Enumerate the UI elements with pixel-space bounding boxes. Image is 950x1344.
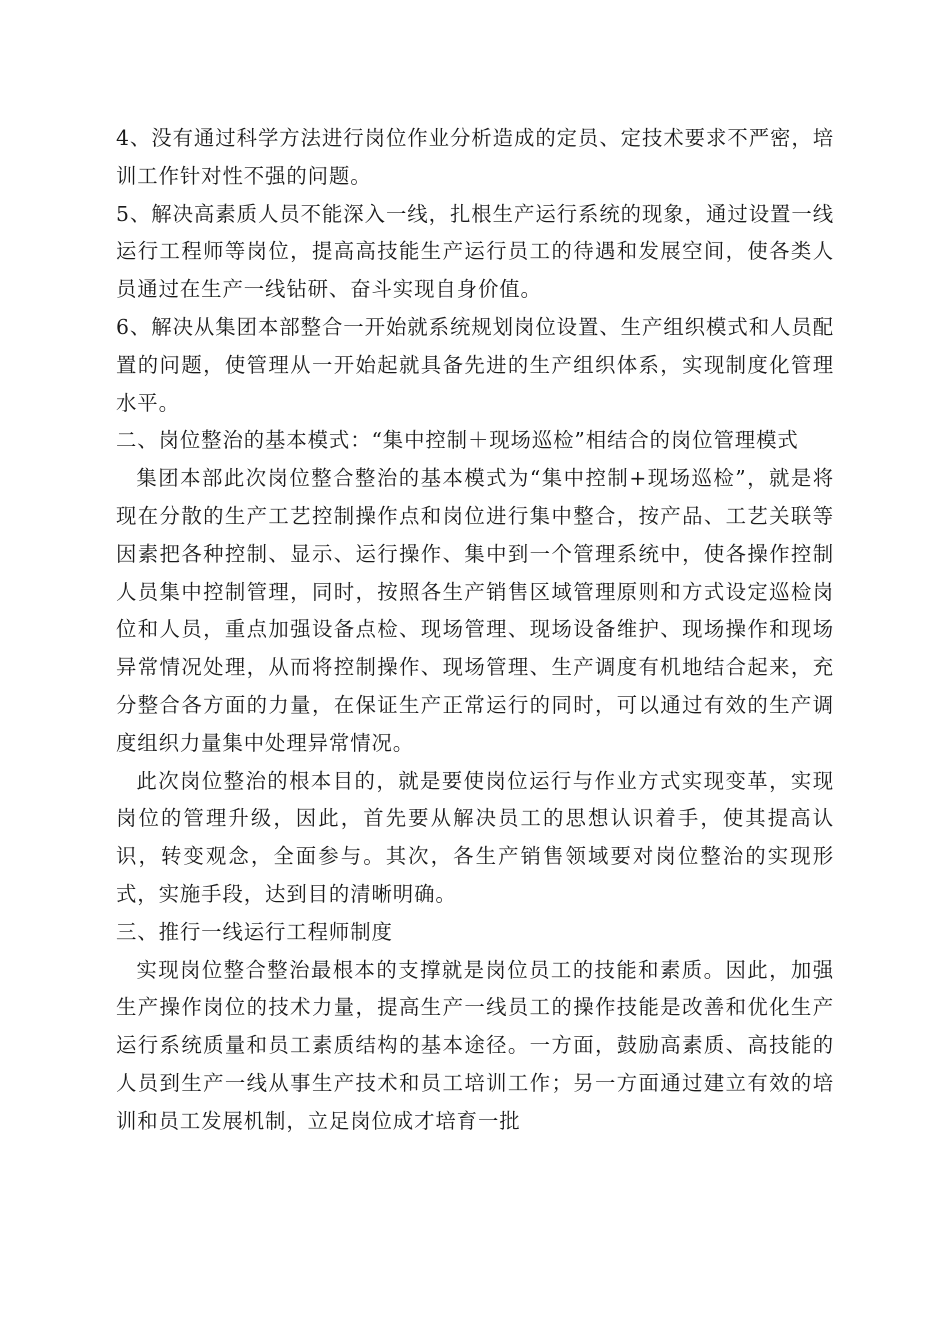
paragraph-item-6: 6、解决从集团本部整合一开始就系统规划岗位设置、生产组织模式和人员配置的问题，使管理从一开始起就具备先进的生产组织体系，实现制度化管理水平。 bbox=[116, 314, 834, 415]
paragraph-basic-mode: 集团本部此次岗位整合整治的基本模式为“集中控制+现场巡检”，就是将现在分散的生产工艺控制操作点和岗位进行集中整合，按产品、工艺关联等因素把各种控制、显示、运行操作、集中到一个管理系统中，使各操作控制人员集中控制管理，同时，按照各生产销售区域管理原则和方式设定巡检岗位和人员，重点加强设备点检、现场管理、现场设备维护、现场操作和现场异常情况处理，从而将控制操作、现场管理、生产调度有机地结合起来，充分整合各方面的力量，在保证生产正常运行的同时，可以通过有效的生产调度组织力量集中处理异常情况。 bbox=[116, 466, 834, 755]
paragraph-fundamental-purpose: 此次岗位整治的根本目的，就是要使岗位运行与作业方式实现变革，实现岗位的管理升级，因此，首先要从解决员工的思想认识着手，使其提高认识，转变观念，全面参与。其次，各生产销售领域要对岗位整治的实现形式，实施手段，达到目的清晰明确。 bbox=[116, 768, 834, 906]
paragraph-engineer-system: 实现岗位整合整治最根本的支撑就是岗位员工的技能和素质。因此，加强生产操作岗位的技术力量，提高生产一线员工的操作技能是改善和优化生产运行系统质量和员工素质结构的基本途径。一方面，鼓励高素质、高技能的人员到生产一线从事生产技术和员工培训工作；另一方面通过建立有效的培训和员工发展机制，立足岗位成才培育一批 bbox=[116, 957, 834, 1133]
section-heading-3: 三、推行一线运行工程师制度 bbox=[116, 919, 393, 944]
paragraph-item-4: 4、没有通过科学方法进行岗位作业分析造成的定员、定技术要求不严密，培训工作针对性不强的问题。 bbox=[116, 126, 834, 188]
section-heading-2: 二、岗位整治的基本模式：“集中控制＋现场巡检”相结合的岗位管理模式 bbox=[116, 428, 799, 453]
paragraph-item-5: 5、解决高素质人员不能深入一线，扎根生产运行系统的现象，通过设置一线运行工程师等岗位，提高高技能生产运行员工的待遇和发展空间，使各类人员通过在生产一线钻研、奋斗实现自身价值。 bbox=[116, 201, 834, 302]
